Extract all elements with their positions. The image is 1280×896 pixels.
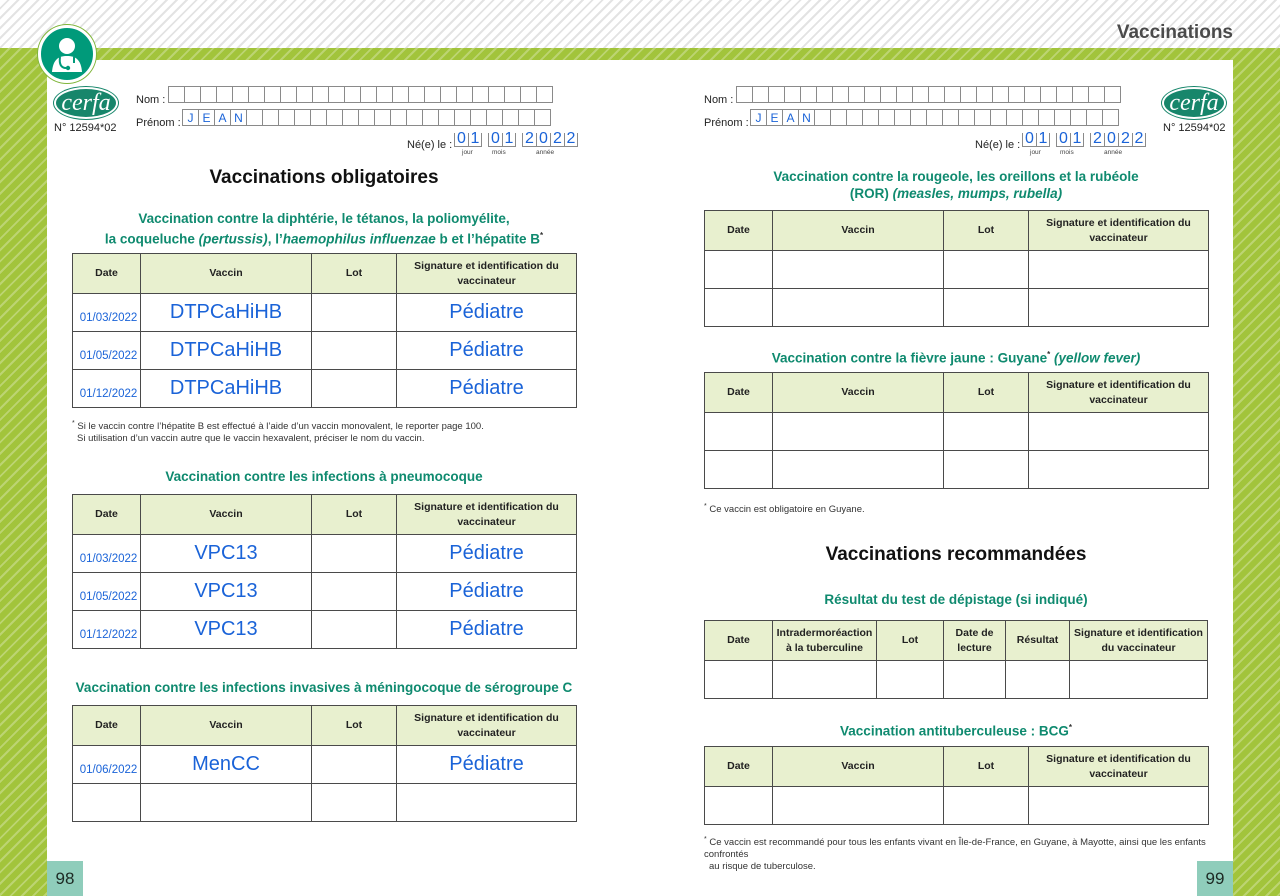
letter-box[interactable] (294, 109, 311, 126)
bcg-note: * Ce vaccin est recommandé pour tous les enfants vivant en Île-de-France, en Guyane, à Mayotte, ainsi que les enfants confrontés au risque de tuberculose. (704, 836, 1206, 873)
table-row (73, 370, 577, 408)
table-header-row (705, 747, 1209, 787)
menin-table (72, 705, 577, 822)
letter-box[interactable]: E (198, 109, 215, 126)
letter-box[interactable] (216, 86, 233, 103)
recommended-title: Vaccinations recommandées (825, 544, 1087, 565)
cell-lot[interactable] (312, 294, 397, 332)
birth-digit[interactable]: 0 (488, 133, 502, 147)
cell-date[interactable]: 01/03/2022 (73, 294, 141, 332)
ror-title: Vaccination contre la rougeole, les oreillons et la rubéole (ROR) (measles, mumps, rubella) (773, 169, 1139, 201)
column-header-date: Date (705, 621, 773, 661)
letter-box[interactable] (326, 109, 343, 126)
birth-digit[interactable]: 1 (1036, 133, 1050, 147)
letter-box[interactable] (814, 109, 831, 126)
cell-vaccin[interactable]: MenCC (141, 746, 312, 784)
cell-lot[interactable] (944, 251, 1029, 289)
column-header-date: Date (73, 495, 141, 535)
prenom-field[interactable] (751, 109, 1119, 126)
letter-box[interactable] (846, 109, 863, 126)
letter-box[interactable] (232, 86, 249, 103)
table-row (705, 661, 1208, 699)
letter-box[interactable] (280, 86, 297, 103)
letter-box[interactable] (470, 109, 487, 126)
letter-box[interactable] (472, 86, 489, 103)
letter-box[interactable] (1008, 86, 1025, 103)
cell-date_lecture[interactable] (944, 661, 1006, 699)
column-header-signature: Signature et identification du vaccinateur (1029, 373, 1209, 413)
cell-signature[interactable]: Pédiatre (397, 611, 577, 649)
table-row (73, 784, 577, 822)
cell-signature[interactable] (1029, 413, 1209, 451)
letter-box[interactable] (816, 86, 833, 103)
letter-box[interactable] (422, 109, 439, 126)
column-header-lot: Lot (944, 373, 1029, 413)
cell-signature[interactable] (1029, 289, 1209, 327)
letter-box[interactable] (518, 109, 535, 126)
year-label: année (1104, 149, 1123, 156)
letter-box[interactable] (1054, 109, 1071, 126)
letter-box[interactable] (438, 109, 455, 126)
yellow-fever-title: Vaccination contre la fièvre jaune : Guyane* (yellow fever) (771, 350, 1141, 366)
mandatory-title: Vaccinations obligatoires (209, 167, 439, 188)
cell-date[interactable] (705, 787, 773, 825)
letter-box[interactable] (486, 109, 503, 126)
letter-box[interactable] (830, 109, 847, 126)
letter-box[interactable] (1006, 109, 1023, 126)
letter-box[interactable] (1040, 86, 1057, 103)
cell-date[interactable] (705, 289, 773, 327)
letter-box[interactable] (862, 109, 879, 126)
column-header-date_lecture: Date de lecture (944, 621, 1006, 661)
nom-field[interactable] (169, 86, 553, 103)
letter-box[interactable] (248, 86, 265, 103)
cell-signature[interactable] (1029, 787, 1209, 825)
letter-box[interactable] (312, 86, 329, 103)
letter-box[interactable] (800, 86, 817, 103)
cell-lot[interactable] (312, 746, 397, 784)
letter-box[interactable] (1086, 109, 1103, 126)
cell-date[interactable]: 01/12/2022 (73, 370, 141, 408)
cell-lot[interactable] (877, 661, 944, 699)
birth-digit[interactable]: 1 (468, 133, 482, 147)
birth-digit[interactable]: 0 (1104, 133, 1118, 147)
birth-label: Né(e) le : (975, 139, 1021, 151)
dtp-note: * Si le vaccin contre l’hépatite B est effectué à l’aide d’un vaccin monovalent, le reporter page 100. Si utilisation d’un vaccin autre que le vaccin hexavalent, préciser le nom du vaccin. (72, 420, 484, 445)
letter-box[interactable] (864, 86, 881, 103)
menin-title: Vaccination contre les infections invasives à méningocoque de sérogroupe C (75, 680, 573, 695)
cell-signature[interactable]: Pédiatre (397, 535, 577, 573)
column-header-intradermo: Intradermoréaction à la tuberculine (773, 621, 877, 661)
cell-signature[interactable] (397, 784, 577, 822)
column-header-lot: Lot (312, 495, 397, 535)
column-header-vaccin: Vaccin (773, 373, 944, 413)
letter-box[interactable] (392, 86, 409, 103)
yellow-fever-note: * Ce vaccin est obligatoire en Guyane. (704, 503, 865, 516)
nom-label: Nom : (136, 94, 166, 106)
letter-box[interactable] (488, 86, 505, 103)
birth-digit[interactable]: 1 (1070, 133, 1084, 147)
prenom-field[interactable] (183, 109, 551, 126)
column-header-date: Date (705, 747, 773, 787)
day-label: jour (462, 149, 473, 156)
letter-box[interactable] (736, 86, 753, 103)
cell-date[interactable]: 01/06/2022 (73, 746, 141, 784)
column-header-vaccin: Vaccin (141, 706, 312, 746)
letter-box[interactable] (944, 86, 961, 103)
cell-vaccin[interactable] (773, 251, 944, 289)
letter-box[interactable] (1070, 109, 1087, 126)
cell-lot[interactable] (312, 611, 397, 649)
letter-box[interactable] (926, 109, 943, 126)
column-header-signature: Signature et identification du vaccinateur (1070, 621, 1208, 661)
cerfa-logo-right: cerfa (1162, 87, 1226, 119)
letter-box[interactable] (246, 109, 263, 126)
letter-box[interactable] (768, 86, 785, 103)
letter-box[interactable] (848, 86, 865, 103)
table-header-row (73, 254, 577, 294)
table-header-row (705, 621, 1208, 661)
letter-box[interactable] (184, 86, 201, 103)
birth-date-field[interactable] (454, 130, 578, 147)
table-row (73, 535, 577, 573)
letter-box[interactable] (880, 86, 897, 103)
cerfa-number-right: N° 12594*02 (1163, 122, 1226, 134)
letter-box[interactable] (456, 86, 473, 103)
letter-box[interactable] (928, 86, 945, 103)
letter-box[interactable]: J (182, 109, 199, 126)
letter-box[interactable] (390, 109, 407, 126)
bcg-title: Vaccination antituberculeuse : BCG* (840, 723, 1072, 739)
letter-box[interactable]: A (214, 109, 231, 126)
letter-box[interactable]: A (782, 109, 799, 126)
column-header-vaccin: Vaccin (141, 495, 312, 535)
cell-signature[interactable] (1070, 661, 1208, 699)
table-row (73, 332, 577, 370)
letter-box[interactable] (878, 109, 895, 126)
column-header-lot: Lot (877, 621, 944, 661)
letter-box[interactable]: N (230, 109, 247, 126)
cell-intradermo[interactable] (773, 661, 877, 699)
cell-vaccin[interactable] (773, 451, 944, 489)
letter-box[interactable] (200, 86, 217, 103)
letter-box[interactable] (992, 86, 1009, 103)
cell-lot[interactable] (312, 535, 397, 573)
year-label: année (536, 149, 555, 156)
cell-lot[interactable] (312, 784, 397, 822)
cell-date[interactable]: 01/05/2022 (73, 332, 141, 370)
cell-date[interactable] (73, 784, 141, 822)
cell-signature[interactable]: Pédiatre (397, 332, 577, 370)
cell-signature[interactable]: Pédiatre (397, 573, 577, 611)
cell-vaccin[interactable] (141, 784, 312, 822)
cerfa-logo-left: cerfa (54, 87, 118, 119)
table-row (73, 573, 577, 611)
letter-box[interactable] (502, 109, 519, 126)
column-header-signature: Signature et identification du vaccinateur (1029, 211, 1209, 251)
cell-lot[interactable] (944, 451, 1029, 489)
letter-box[interactable] (894, 109, 911, 126)
letter-box[interactable] (262, 109, 279, 126)
table-row (705, 251, 1209, 289)
letter-box[interactable] (912, 86, 929, 103)
birth-digit[interactable]: 2 (550, 133, 564, 147)
letter-box[interactable] (1022, 109, 1039, 126)
cell-date[interactable]: 01/03/2022 (73, 535, 141, 573)
column-header-date: Date (73, 254, 141, 294)
column-header-signature: Signature et identification du vaccinateur (1029, 747, 1209, 787)
letter-box[interactable]: J (750, 109, 767, 126)
letter-box[interactable] (976, 86, 993, 103)
letter-box[interactable] (1088, 86, 1105, 103)
table-header-row (705, 373, 1209, 413)
cell-date[interactable]: 01/05/2022 (73, 573, 141, 611)
depistage-table (704, 620, 1208, 699)
birth-digit[interactable]: 2 (564, 133, 578, 147)
cell-signature[interactable] (1029, 451, 1209, 489)
column-header-date: Date (705, 373, 773, 413)
page-number-right: 99 (1197, 861, 1233, 896)
letter-box[interactable] (942, 109, 959, 126)
dtp-table (72, 253, 577, 408)
cerfa-number-left: N° 12594*02 (54, 122, 117, 134)
letter-box[interactable] (424, 86, 441, 103)
dtp-title: Vaccination contre la diphtérie, le tétanos, la poliomyélite, la coqueluche (pertussis), l’haemophilus influenzae b et l’hépatite B* (104, 211, 544, 247)
cell-lot[interactable] (312, 332, 397, 370)
letter-box[interactable] (264, 86, 281, 103)
cell-signature[interactable]: Pédiatre (397, 294, 577, 332)
letter-box[interactable] (376, 86, 393, 103)
table-row (705, 451, 1209, 489)
yellow-fever-table (704, 372, 1209, 489)
column-header-signature: Signature et identification du vaccinateur (397, 706, 577, 746)
letter-box[interactable] (278, 109, 295, 126)
letter-box[interactable] (1038, 109, 1055, 126)
month-label: mois (492, 149, 506, 156)
pneumo-title: Vaccination contre les infections à pneumocoque (165, 469, 483, 484)
letter-box[interactable]: N (798, 109, 815, 126)
letter-box[interactable] (454, 109, 471, 126)
letter-box[interactable] (990, 109, 1007, 126)
birth-digit[interactable]: 0 (454, 133, 468, 147)
prenom-label: Prénom : (704, 117, 749, 129)
cell-vaccin[interactable]: DTPCaHiHB (141, 294, 312, 332)
cell-date[interactable] (705, 661, 773, 699)
cell-signature[interactable]: Pédiatre (397, 746, 577, 784)
letter-box[interactable] (440, 86, 457, 103)
letter-box[interactable] (406, 109, 423, 126)
letter-box[interactable] (1056, 86, 1073, 103)
cell-lot[interactable] (312, 370, 397, 408)
letter-box[interactable] (520, 86, 537, 103)
letter-box[interactable] (536, 86, 553, 103)
letter-box[interactable] (310, 109, 327, 126)
table-header-row (73, 495, 577, 535)
letter-box[interactable] (896, 86, 913, 103)
letter-box[interactable] (342, 109, 359, 126)
cell-lot[interactable] (944, 787, 1029, 825)
cell-lot[interactable] (944, 413, 1029, 451)
letter-box[interactable] (408, 86, 425, 103)
cell-signature[interactable]: Pédiatre (397, 370, 577, 408)
nom-label: Nom : (704, 94, 734, 106)
column-header-vaccin: Vaccin (773, 747, 944, 787)
pneumo-table (72, 494, 577, 649)
table-row (73, 294, 577, 332)
table-header-row (705, 211, 1209, 251)
letter-box[interactable] (296, 86, 313, 103)
letter-box[interactable] (960, 86, 977, 103)
cell-lot[interactable] (944, 289, 1029, 327)
column-header-vaccin: Vaccin (773, 211, 944, 251)
letter-box[interactable] (358, 109, 375, 126)
column-header-lot: Lot (944, 747, 1029, 787)
cell-vaccin[interactable] (773, 413, 944, 451)
column-header-date: Date (705, 211, 773, 251)
prenom-label: Prénom : (136, 117, 181, 129)
birth-digit[interactable]: 0 (1022, 133, 1036, 147)
letter-box[interactable] (534, 109, 551, 126)
cell-date[interactable] (705, 251, 773, 289)
column-header-lot: Lot (944, 211, 1029, 251)
letter-box[interactable] (328, 86, 345, 103)
birth-digit[interactable]: 2 (522, 133, 536, 147)
letter-box[interactable] (832, 86, 849, 103)
table-row (705, 413, 1209, 451)
column-header-date: Date (73, 706, 141, 746)
cell-vaccin[interactable]: VPC13 (141, 535, 312, 573)
nom-field[interactable] (737, 86, 1121, 103)
letter-box[interactable] (958, 109, 975, 126)
header-stripes (0, 0, 1280, 48)
depistage-title: Résultat du test de dépistage (si indiqué) (824, 592, 1088, 607)
cell-vaccin[interactable] (773, 289, 944, 327)
ror-table (704, 210, 1209, 327)
letter-box[interactable] (784, 86, 801, 103)
birth-digit[interactable]: 2 (1132, 133, 1146, 147)
letter-box[interactable] (752, 86, 769, 103)
table-header-row (73, 706, 577, 746)
column-header-lot: Lot (312, 254, 397, 294)
doctor-icon (38, 25, 96, 83)
cell-date[interactable] (705, 451, 773, 489)
cell-resultat[interactable] (1006, 661, 1070, 699)
birth-digit[interactable]: 2 (1118, 133, 1132, 147)
birth-digit[interactable]: 1 (502, 133, 516, 147)
letter-box[interactable] (974, 109, 991, 126)
table-row (73, 611, 577, 649)
section-title: Vaccinations (1116, 22, 1233, 43)
birth-label: Né(e) le : (407, 139, 453, 151)
column-header-lot: Lot (312, 706, 397, 746)
month-label: mois (1060, 149, 1074, 156)
table-row (73, 746, 577, 784)
cell-date[interactable] (705, 413, 773, 451)
cell-vaccin[interactable]: DTPCaHiHB (141, 370, 312, 408)
birth-digit[interactable]: 2 (1090, 133, 1104, 147)
birth-digit[interactable]: 0 (1056, 133, 1070, 147)
letter-box[interactable] (360, 86, 377, 103)
letter-box[interactable] (1104, 86, 1121, 103)
cell-vaccin[interactable]: DTPCaHiHB (141, 332, 312, 370)
cell-vaccin[interactable]: VPC13 (141, 573, 312, 611)
cell-vaccin[interactable] (773, 787, 944, 825)
letter-box[interactable] (1102, 109, 1119, 126)
letter-box[interactable] (1024, 86, 1041, 103)
table-row (705, 289, 1209, 327)
cell-vaccin[interactable]: VPC13 (141, 611, 312, 649)
letter-box[interactable] (1072, 86, 1089, 103)
letter-box[interactable] (374, 109, 391, 126)
table-row (705, 787, 1209, 825)
letter-box[interactable] (168, 86, 185, 103)
cell-lot[interactable] (312, 573, 397, 611)
day-label: jour (1030, 149, 1041, 156)
cell-date[interactable]: 01/12/2022 (73, 611, 141, 649)
birth-date-field[interactable] (1022, 130, 1146, 147)
letter-box[interactable] (504, 86, 521, 103)
letter-box[interactable]: E (766, 109, 783, 126)
column-header-signature: Signature et identification du vaccinateur (397, 254, 577, 294)
page-number-left: 98 (47, 861, 83, 896)
bcg-table (704, 746, 1209, 825)
cell-signature[interactable] (1029, 251, 1209, 289)
column-header-signature: Signature et identification du vaccinateur (397, 495, 577, 535)
column-header-resultat: Résultat (1006, 621, 1070, 661)
letter-box[interactable] (344, 86, 361, 103)
birth-digit[interactable]: 0 (536, 133, 550, 147)
column-header-vaccin: Vaccin (141, 254, 312, 294)
letter-box[interactable] (910, 109, 927, 126)
